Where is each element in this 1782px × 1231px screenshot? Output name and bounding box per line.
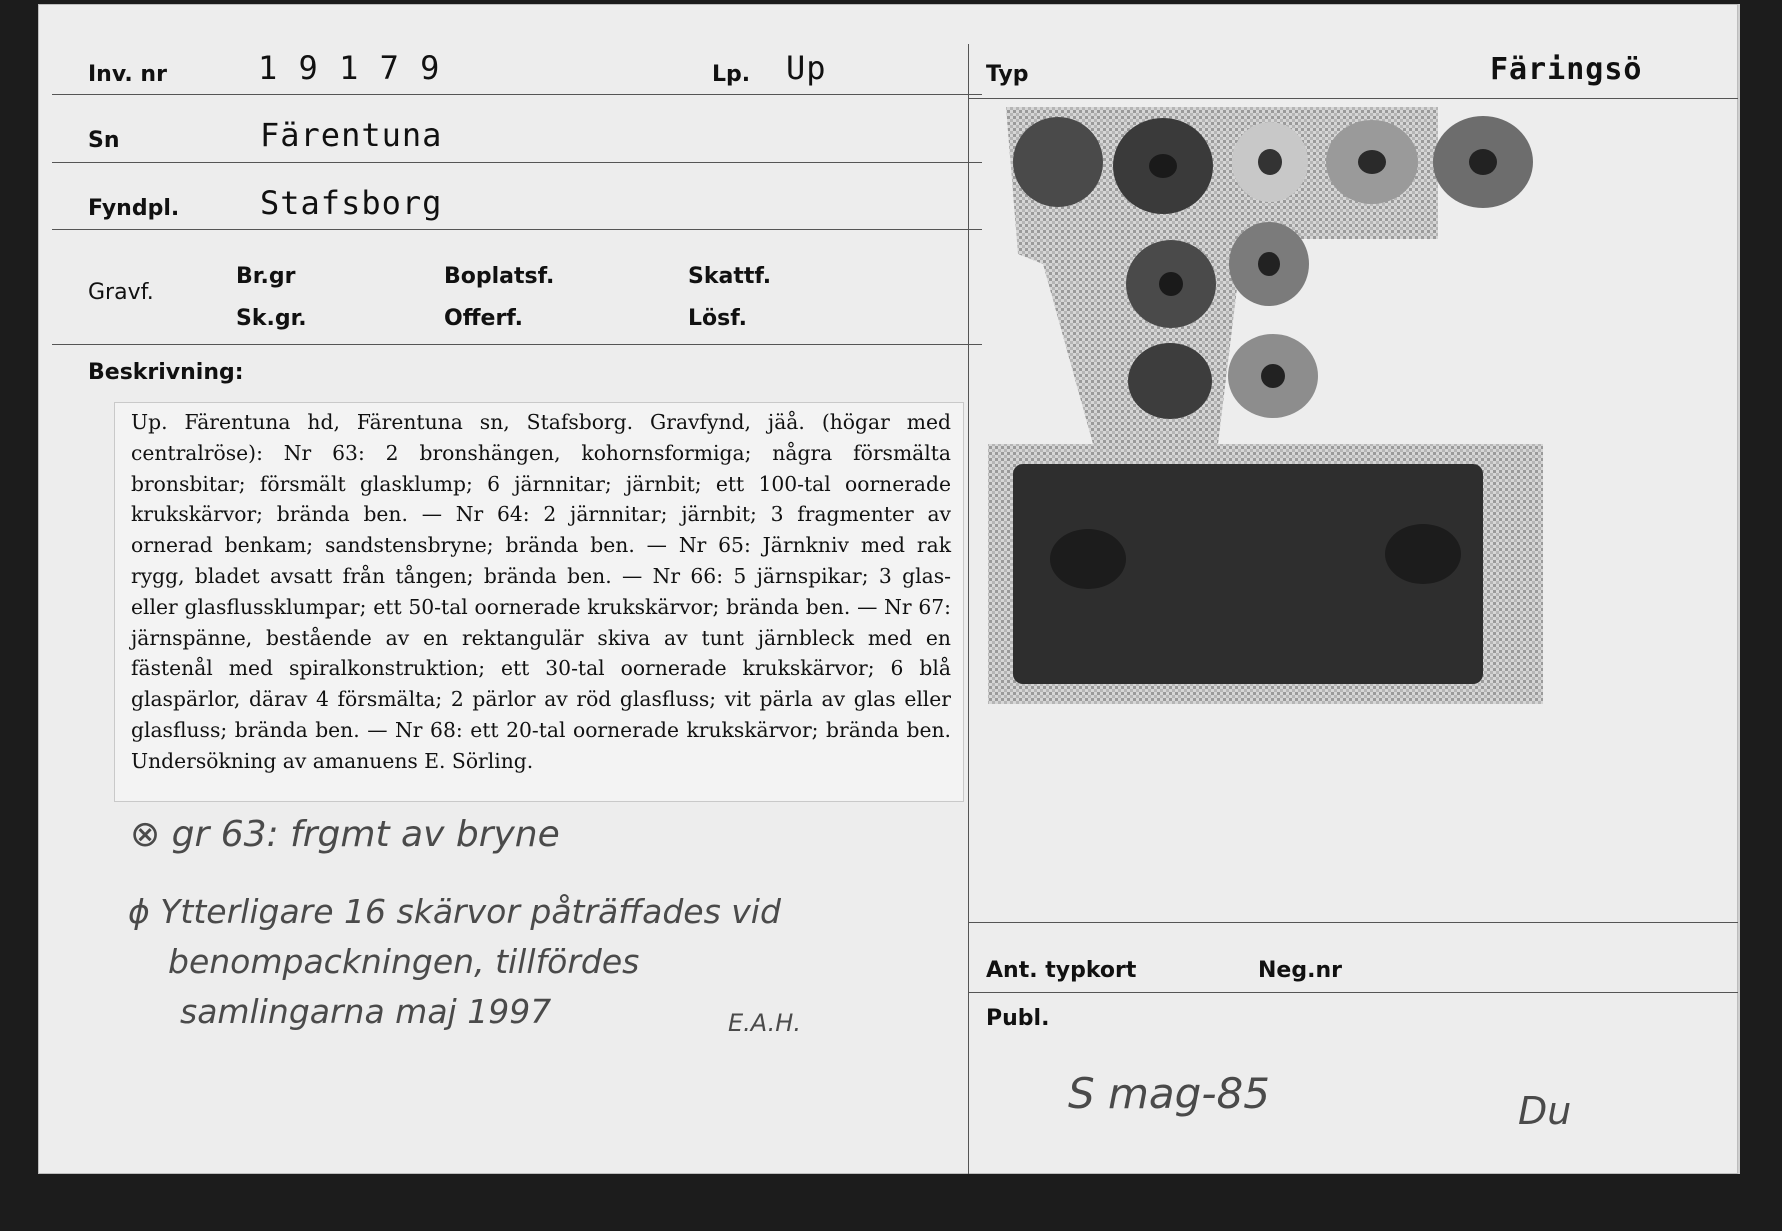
handwritten-note: benompackningen, tillfördes xyxy=(168,942,640,981)
description-text: Up. Färentuna hd, Färentuna sn, Stafsborg. Gravfynd, jäå. (högar med centralröse): Nr 63: 2 bronshängen, kohornsformiga; några försmälta bronsbitar; försmält glasklump; 6 järnnitar; järnbit; ett 100-tal oornerade krukskärvor; brända ben. — Nr 64: 2 järnnitar; järnbit; 3 fragmenter av ornerad benkam; sandstensbryne; brända ben. — Nr 65: Järnkniv med rak rygg, bladet avsatt från tången; brända ben. — Nr 66: 5 järnspikar; 3 glas- eller glasflussklumpar; ett 50-tal oornerade krukskärvor; brända ben. — Nr 67: järnspänne, bestående av en rektangulär skiva av tunt järnbleck med en fästenål med spiralkonstruktion; ett 30-tal oornerade krukskärvor; 6 blå glaspärlor, därav 4 försmälta; 2 pärlor av röd glasfluss; vit pärla av glas eller glasfluss; brända ben. — Nr 68: ett 20-tal oornerade krukskärvor; brända ben. Undersökning av amanuens E. Sörling. xyxy=(131,410,951,773)
handwritten-initials: E.A.H. xyxy=(728,1009,801,1037)
skattf-label: Skattf. xyxy=(688,264,772,289)
divider-line xyxy=(52,344,982,345)
handwritten-note: ⊗ gr 63: frgmt av bryne xyxy=(130,814,560,855)
description-slip xyxy=(114,402,964,802)
divider-line xyxy=(968,992,1738,993)
fyndpl-label: Fyndpl. xyxy=(88,196,180,221)
skgr-label: Sk.gr. xyxy=(236,306,307,331)
lp-label: Lp. xyxy=(712,62,751,87)
sn-label: Sn xyxy=(88,128,120,153)
brgr-label: Br.gr xyxy=(236,264,296,289)
ant-typkort-label: Ant. typkort xyxy=(986,958,1137,983)
publ-handwritten-signature: Du xyxy=(1518,1089,1572,1133)
boplatsf-label: Boplatsf. xyxy=(444,264,555,289)
bead-photo xyxy=(983,104,1663,704)
typ-label: Typ xyxy=(986,62,1029,87)
publ-handwritten-note: S mag-85 xyxy=(1068,1069,1270,1118)
inv-value: 1 9 1 7 9 xyxy=(258,49,441,87)
inv-label: Inv. nr xyxy=(88,62,167,87)
divider-line xyxy=(52,229,982,230)
typ-value: Färingsö xyxy=(1490,52,1643,87)
beskrivning-label: Beskrivning: xyxy=(88,360,244,385)
handwritten-note: samlingarna maj 1997 xyxy=(180,992,552,1031)
divider-line xyxy=(52,94,982,95)
fyndpl-value: Stafsborg xyxy=(260,184,443,222)
sn-value: Färentuna xyxy=(260,116,443,154)
offerf-label: Offerf. xyxy=(444,306,524,331)
divider-line xyxy=(52,162,982,163)
losf-label: Lösf. xyxy=(688,306,747,331)
divider-line xyxy=(968,44,969,1174)
handwritten-note: ɸ Ytterligare 16 skärvor påträffades vid xyxy=(128,892,781,931)
divider-line xyxy=(968,98,1738,99)
lp-value: Up xyxy=(786,49,827,87)
publ-label: Publ. xyxy=(986,1006,1050,1031)
gravf-label: Gravf. xyxy=(88,280,154,305)
divider-line xyxy=(968,922,1738,923)
catalog-card xyxy=(38,4,1740,1174)
negnr-label: Neg.nr xyxy=(1258,958,1342,983)
